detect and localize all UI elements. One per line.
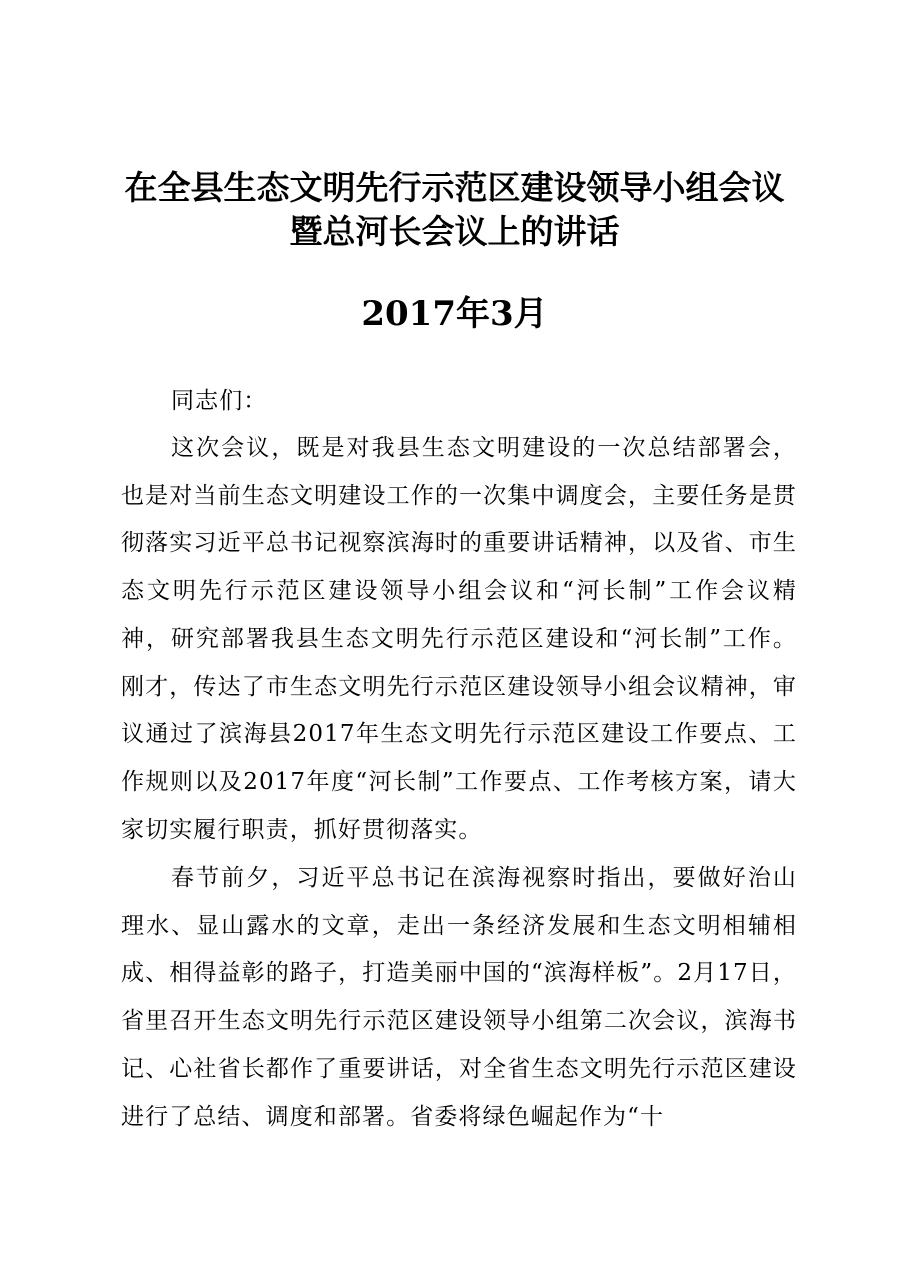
body-paragraph-1: 这次会议，既是对我县生态文明建设的一次总结部署会，也是对当前生态文明建设工作的一次集中调度会，主要任务是贯彻落实习近平总书记视察滨海时的重要讲话精神，以及省、市生态文明先行示范区建设领导小组会议和“河长制”工作会议精神，研究部署我县生态文明先行示范区建设和“河长制”工作。刚才，传达了市生态文明先行示范区建设领导小组会议精神，审议通过了滨海县2017年生态文明先行示范区建设工作要点、工作规则以及2017年度“河长制”工作要点、工作考核方案，请大家切实履行职责，抓好贯彻落实。 bbox=[121, 435, 797, 843]
body-paragraph-2: 春节前夕，习近平总书记在滨海视察时指出，要做好治山理水、显山露水的文章，走出一条经济发展和生态文明相辅相成、相得益彰的路子，打造美丽中国的“滨海样板”。2月17日，省里召开生态文明先行示范区建设领导小组第二次会议，滨海书记、心社省长都作了重要讲话，对全省生态文明先行示范区建设进行了总结、调度和部署。省委将绿色崛起作为“十 bbox=[121, 865, 797, 1130]
document-date: 2017年3月 bbox=[361, 294, 548, 334]
document-title-line-2: 暨总河长会议上的讲话 bbox=[289, 212, 620, 251]
salutation: 同志们： bbox=[171, 388, 268, 414]
document-title-line-1: 在全县生态文明先行示范区建设领导小组会议 bbox=[124, 168, 785, 207]
